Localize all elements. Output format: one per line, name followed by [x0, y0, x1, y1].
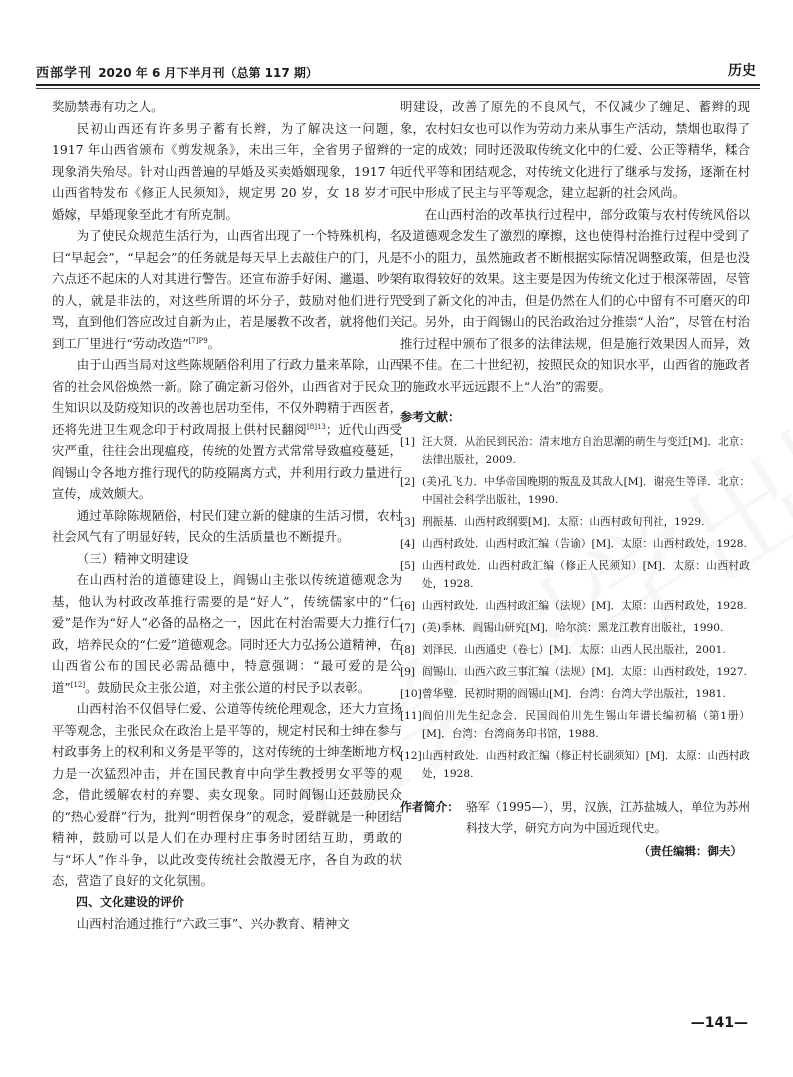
paragraph-text: 由于山西当局对这些陈规陋俗利用了行政力量来革除，山西省的社会风俗焕然一新。除了确定新习俗外，山西省对于民众卫生知识以及防疫知识的改善也居功至伟，不仅外聘精于西医者，还将先进卫生观念印于村政周报上供村民翻阅	[52, 357, 402, 437]
page-header	[36, 60, 760, 82]
reference-number: [2]	[400, 475, 416, 488]
paragraph-text: 四、文化建设的评价	[76, 894, 185, 909]
paragraph-text: 山西村治不仅倡导仁爱、公道等传统伦理观念，还大力宣扬平等观念，主张民众在政治上是平等的，规定村民和士绅在参与村政事务上的权利和义务是平等的，这对传统的士绅垄断地方权力是一次猛烈冲击，并在国民教育中向学生教授男女平等的观念，借此缓解农村的弃婴、卖女现象。同时阎锡山还鼓励民众的“热心爱群”行为，批判“明哲保身”的观念，爱群就是一种团结精神，鼓励可以是人们在办理村庄事务时团结互助，勇敢的与“坏人”作斗争，以此改变传统社会散漫无序，各自为政的状态，营造了良好的文化氛围。	[52, 701, 402, 888]
reference-item	[400, 747, 750, 783]
reference-number: [4]	[400, 537, 416, 550]
reference-text: (美)孔飞力．中华帝国晚期的叛乱及其敌人[M]．谢亮生等译．北京：中国社会科学出版社，1990.	[422, 475, 750, 506]
author-bio	[400, 797, 750, 839]
body-paragraph	[52, 913, 402, 935]
body-paragraph	[52, 96, 402, 118]
reference-text: (美)季林．阎锡山研究[M]．哈尔滨：黑龙江教育出版社，1990.	[422, 621, 724, 634]
header-rule-thin	[36, 88, 760, 89]
journal-header	[36, 62, 318, 81]
author-bio-label: 作者简介：	[400, 799, 459, 814]
subsection-heading	[52, 548, 402, 570]
reference-item	[400, 597, 750, 615]
reference-text: 阎锡山．山西六政三事汇编（法规）[M]．太原：山西村政处，1927.	[422, 665, 747, 678]
paragraph-text-tail: ；近代山西受灾严重，往往会出现瘟疫，传统的处置方式常常导致瘟疫蔓延，阎锡山令各地方推行现代的防疫隔离方式，并利用行政力量进行宣传，成效颇大。	[52, 421, 403, 501]
reference-item	[400, 685, 750, 703]
paragraph-text: 通过革除陈规陋俗，村民们建立新的健康的生活习惯，农村社会风气有了明显好转，民众的生活质量也不断提升。	[52, 507, 402, 544]
citation-marker: [8]13	[307, 422, 326, 431]
reference-item	[400, 663, 750, 681]
reference-number: [9]	[400, 665, 416, 678]
right-column-body	[400, 96, 750, 397]
paragraph-text: 山西村治通过推行“六政三事”、兴办教育、精神文	[76, 916, 350, 931]
body-paragraph	[52, 354, 402, 505]
references-heading: 参考文献：	[400, 410, 461, 424]
reference-item	[400, 707, 750, 743]
issue-info: 2020 年 6 月下半月刊（总第 117 期）	[98, 66, 318, 80]
reference-number: [8]	[400, 643, 416, 656]
reference-item	[400, 557, 750, 593]
reference-text: 阎伯川先生纪念会．民国阎伯川先生锡山年谱长编初稿（第1册）[M]．台湾：台湾商务印书馆，1988.	[422, 709, 750, 740]
citation-marker: [12]	[70, 680, 86, 689]
body-paragraph	[52, 225, 402, 354]
paragraph-text: 奖励禁毒有功之人。	[52, 99, 164, 114]
reference-number: [3]	[400, 515, 416, 528]
reference-number: [5]	[400, 559, 416, 572]
reference-item	[400, 535, 750, 553]
reference-text: 山西村政处．山西村政汇编（修正人民须知）[M]．太原：山西村政处，1928.	[422, 559, 750, 590]
reference-number: [12]	[400, 749, 422, 762]
page-number: —141—	[690, 1015, 748, 1031]
reference-text: 刘泽民．山西通史（卷七）[M]．太原：山西人民出版社，2001.	[422, 643, 726, 656]
right-column	[400, 96, 750, 862]
references-list	[400, 433, 750, 783]
author-bio-text: 骆军（1995—），男，汉族，江苏盐城人，单位为苏州科技大学，研究方向为中国近现代史。	[466, 799, 750, 835]
header-rule-thick	[36, 84, 760, 86]
section-heading	[52, 892, 402, 914]
reference-text: 刑振基．山西村政纲要[M]．太原：山西村政旬刊社，1929.	[422, 515, 705, 528]
reference-number: [10]	[400, 687, 422, 700]
paragraph-text-tail: 。鼓励民众主张公道，对主张公道的村民予以表彰。	[85, 679, 371, 695]
reference-number: [11]	[400, 709, 422, 722]
reference-number: [6]	[400, 599, 416, 612]
paragraph-text-tail: 。	[207, 335, 221, 351]
body-paragraph	[400, 96, 750, 204]
reference-number: [1]	[400, 435, 416, 448]
paragraph-text: 为了使民众规范生活行为，山西省出现了一个特殊机构，名曰“早起会”，“早起会”的任务就是每天早上去敲住户的门，凡是六点还不起床的人对其进行警告。还宣布游手好闲、邋遢、吵架的人，就是非法的，对这些所谓的坏分子，鼓励对他们进行咒骂，直到他们答应改过自新为止，若是屡教不改者，就将他们关到工厂里进行“劳动改造”	[52, 228, 402, 351]
body-paragraph	[52, 698, 402, 892]
left-column	[52, 96, 402, 935]
editor-note: （责任编辑：御夫）	[638, 843, 742, 858]
paragraph-text: （三）精神文明建设	[76, 550, 189, 566]
body-paragraph	[52, 569, 402, 698]
reference-item	[400, 433, 750, 469]
reference-item	[400, 473, 750, 509]
reference-text: 曾华璧．民初时期的阎锡山[M]．台湾：台湾大学出版社，1981.	[422, 687, 726, 700]
reference-text: 汪大贤．从治民到民治：清末地方自治思潮的萌生与变迁[M]．北京：法律出版社，2009.	[422, 435, 750, 466]
reference-item	[400, 641, 750, 659]
journal-name: 西部学刊	[36, 66, 93, 81]
reference-text: 山西村政处．山西村政汇编（修正村长副须知）[M]．太原：山西村政处，1928.	[422, 749, 750, 780]
reference-item	[400, 513, 750, 531]
reference-number: [7]	[400, 621, 416, 634]
reference-text: 山西村政处．山西村政汇编（法规）[M]．太原：山西村政处，1928.	[422, 599, 747, 612]
section-label: 历史	[728, 63, 756, 79]
paragraph-text: 在山西村治的道德建设上，阎锡山主张以传统道德观念为基，他认为村政改革推行需要的是“好人”，传统儒家中的“仁爱”是作为“好人”必备的品格之一，因此在村治需要大力推行仁政，培养民众的“仁爱”道德观念。同时还大力弘扬公道精神，在山西省公布的国民必需品德中，特意强调：“最可爱的是公道”	[52, 572, 402, 695]
body-paragraph	[400, 204, 750, 398]
reference-item	[400, 619, 750, 637]
citation-marker: [7]P9	[188, 336, 208, 345]
body-paragraph	[52, 505, 402, 548]
paragraph-text: 民初山西还有许多男子蓄有长辫，为了解决这一问题，1917 年山西省颁布《剪发规条》，未出三年，全省男子留辫的现象消失殆尽。针对山西普遍的早婚及买卖婚姻现象，1917 年山西省特发布《修正人民须知》，规定男 20 岁，女 18 岁才可婚嫁，早婚现象至此才有所克制。	[52, 120, 402, 222]
paragraph-text: 在山西村治的改革执行过程中，部分政策与农村传统风俗以及道德观念发生了激烈的摩擦，这也使得村治推行过程中受到了不小的阻力，虽然施政者不断根据实际情况调整政策，但是也没有取得较好的效果。这主要是因为传统文化过于根深蒂固，尽管受到了新文化的冲击，但是仍然在人们的心中留有不可磨灭的印记。另外，由于阎锡山的民治政治过分推崇“人治”，尽管在村治推行过程中颁布了很多的法律法规，但是施行效果因人而异，效果不佳。在二十世纪初，按照民众的知识水平，山西省的施政者的施政水平远远跟不上“人治”的需要。	[400, 206, 750, 394]
paragraph-text: 明建设，改善了原先的不良风气，不仅减少了缠足、蓄辫的现象，农村妇女也可以作为劳动力来从事生产活动，禁烟也取得了一定的成效；同时还汲取传统文化中的仁爱、公正等精华，糅合近代平等和团结观念，对传统文化进行了继承与发扬，逐渐在村民中形成了民主与平等观念，建立起新的社会风尚。	[400, 99, 750, 200]
body-paragraph	[52, 118, 402, 226]
reference-text: 山西村政处．山西村政汇编（告谕）[M]．太原：山西村政处，1928.	[422, 537, 747, 550]
